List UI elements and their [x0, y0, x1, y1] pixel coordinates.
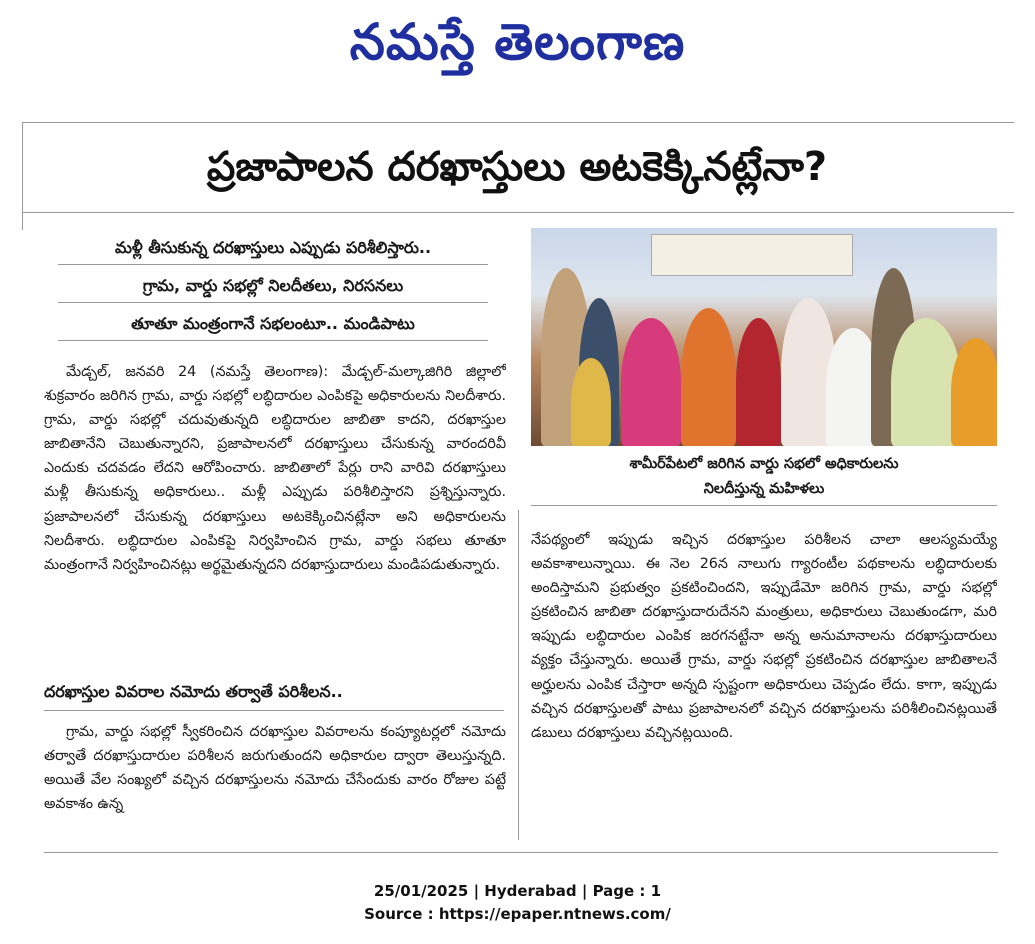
article-body-left-2 [44, 720, 506, 840]
article-body-right [531, 528, 997, 840]
caption-line-2: నిలదీస్తున్న మహిళలు [703, 481, 825, 497]
subhead-rule-3 [58, 340, 488, 341]
photo-caption [531, 452, 997, 502]
subhead-rule-1 [58, 264, 488, 265]
subhead-3: తూతూ మంత్రంగానే సభలంటూ.. మండిపాటు [131, 314, 415, 333]
section-heading: దరఖాస్తుల వివరాల నమోదు తర్వాతే పరిశీలన.. [44, 682, 343, 701]
caption-bottom-rule [531, 505, 997, 506]
caption-line-1: శామీర్‌పేటలో జరిగిన వార్డు సభలో అధికారులను [629, 456, 899, 472]
article-body-left [44, 360, 506, 673]
headline-top-rule [22, 122, 1014, 123]
article-bottom-rule [44, 852, 998, 853]
newspaper-masthead: నమస్తే తెలంగాణ [349, 12, 686, 71]
article-headline: ప్రజాపాలన దరఖాస్తులు అటకెక్కినట్లేనా? [206, 144, 828, 190]
subhead-2: గ్రామ, వార్డు సభల్లో నిలదీతలు, నిరసనలు [142, 276, 404, 295]
paragraph-3: నేపథ్యంలో ఇప్పుడు ఇచ్చిన దరఖాస్తుల పరిశీలన చాలా ఆలస్యమయ్యే అవకాశాలున్నాయి. ఈ నెల 26న నాలుగు గ్యారంటీల పథకాలను లబ్ధిదారులకు అందిస్తామని ప్రభుత్వం ప్రకటించిందని, ఇప్పుడేమో జరిగిన గ్రామ, వార్డు సభల్లో ప్రకటించిన జాబితా దరఖాస్తుదారుదేనని మంత్రులు, అధికారులు చెబుతుండగా, మరి ఇప్పుడు లబ్ధిదారుల ఎంపిక జరగనట్టేనా అన్న అనుమానాలను దరఖాస్తుదారులు వ్యక్తం చేస్తున్నారు. అయితే గ్రామ, వార్డు సభల్లో ప్రకటించిన దరఖాస్తుల జాబితాలనే అర్హులను ఎంపిక చేస్తారా అన్నది స్పష్టంగా అధికారులు చెప్పడం లేదు. కాగా, ఇప్పుడు వచ్చిన దరఖాస్తులతో పాటు ప్రజాపాలనలో వచ్చిన దరఖాస్తులను పరిశీలించినట్లయితే డబులు దరఖాస్తులు వచ్చినట్లయింది. [531, 532, 997, 741]
photo-figure-woman-orange [681, 308, 736, 446]
subhead-1: మళ్లీ తీసుకున్న దరఖాస్తులు ఎప్పుడు పరిశీలిస్తారు.. [114, 238, 432, 257]
column-divider [518, 510, 519, 840]
photo-banner [651, 234, 853, 276]
photo-figure-woman-pink [621, 318, 681, 446]
paragraph-2: గ్రామ, వార్డు సభల్లో స్వీకరించిన దరఖాస్తుల వివరాలను కంప్యూటర్లలో నమోదు తర్వాతే దరఖాస్తుదారుల పరిశీలన జరుగుతుందని అధికారుల ద్వారా తెలుస్తున్నది. అయితే వేల సంఖ్యలో వచ్చిన దరఖాస్తులను నమోదు చేసేందుకు వారం రోజుల పట్టే అవకాశం ఉన్న [44, 724, 506, 813]
footer-date-edition: 25/01/2025 | Hyderabad | Page : 1 [373, 882, 662, 900]
photo-figure-child [571, 358, 611, 446]
paragraph-1: మేడ్చల్, జనవరి 24 (నమస్తే తెలంగాణ): మేడ్చల్-మల్కాజిగిరి జిల్లాలో శుక్రవారం జరిగిన గ్రామ, వార్డు సభల్లో లబ్ధిదారుల ఎంపికపై అధికారులను నిలదీశారు. గ్రామ, వార్డు సభల్లో చదువుతున్నది లబ్ధిదారుల జాబితా కాదని, దరఖాస్తుల జాబితానేని చెబుతున్నారని, ప్రజాపాలనలో దరఖాస్తులు చేసుకున్న వారందరివీ ఎందుకు చదవడం లేదని ఆరోపించారు. జాబితాలో పేర్లు రాని వారివి దరఖాస్తులు మళ్లీ తీసుకున్న అధికారులు.. మళ్లీ ఎప్పుడు పరిశీలిస్తారని ప్రశ్నిస్తున్నారు. ప్రజాపాలనలో చేసుకున్న దరఖాస్తులు అటకెక్కించినట్లేనా అని అధికారులను నిలదీశారు. లబ్ధిదారుల ఎంపికపై నిర్వహించిన గ్రామ, వార్డు సభలు తూతూ మంత్రంగానే నిర్వహించినట్లు అర్థమైతున్నదని దరఖాస్తుదారులు మండిపడుతున్నారు. [44, 364, 506, 573]
headline-bottom-rule [22, 212, 1014, 213]
photo-figure-woman-yellow [951, 338, 997, 446]
article-photo [531, 228, 997, 446]
footer-source: Source : https://epaper.ntnews.com/ [364, 905, 671, 923]
subhead-rule-2 [58, 302, 488, 303]
photo-figure-woman-red [736, 318, 781, 446]
section-heading-rule [44, 710, 504, 711]
